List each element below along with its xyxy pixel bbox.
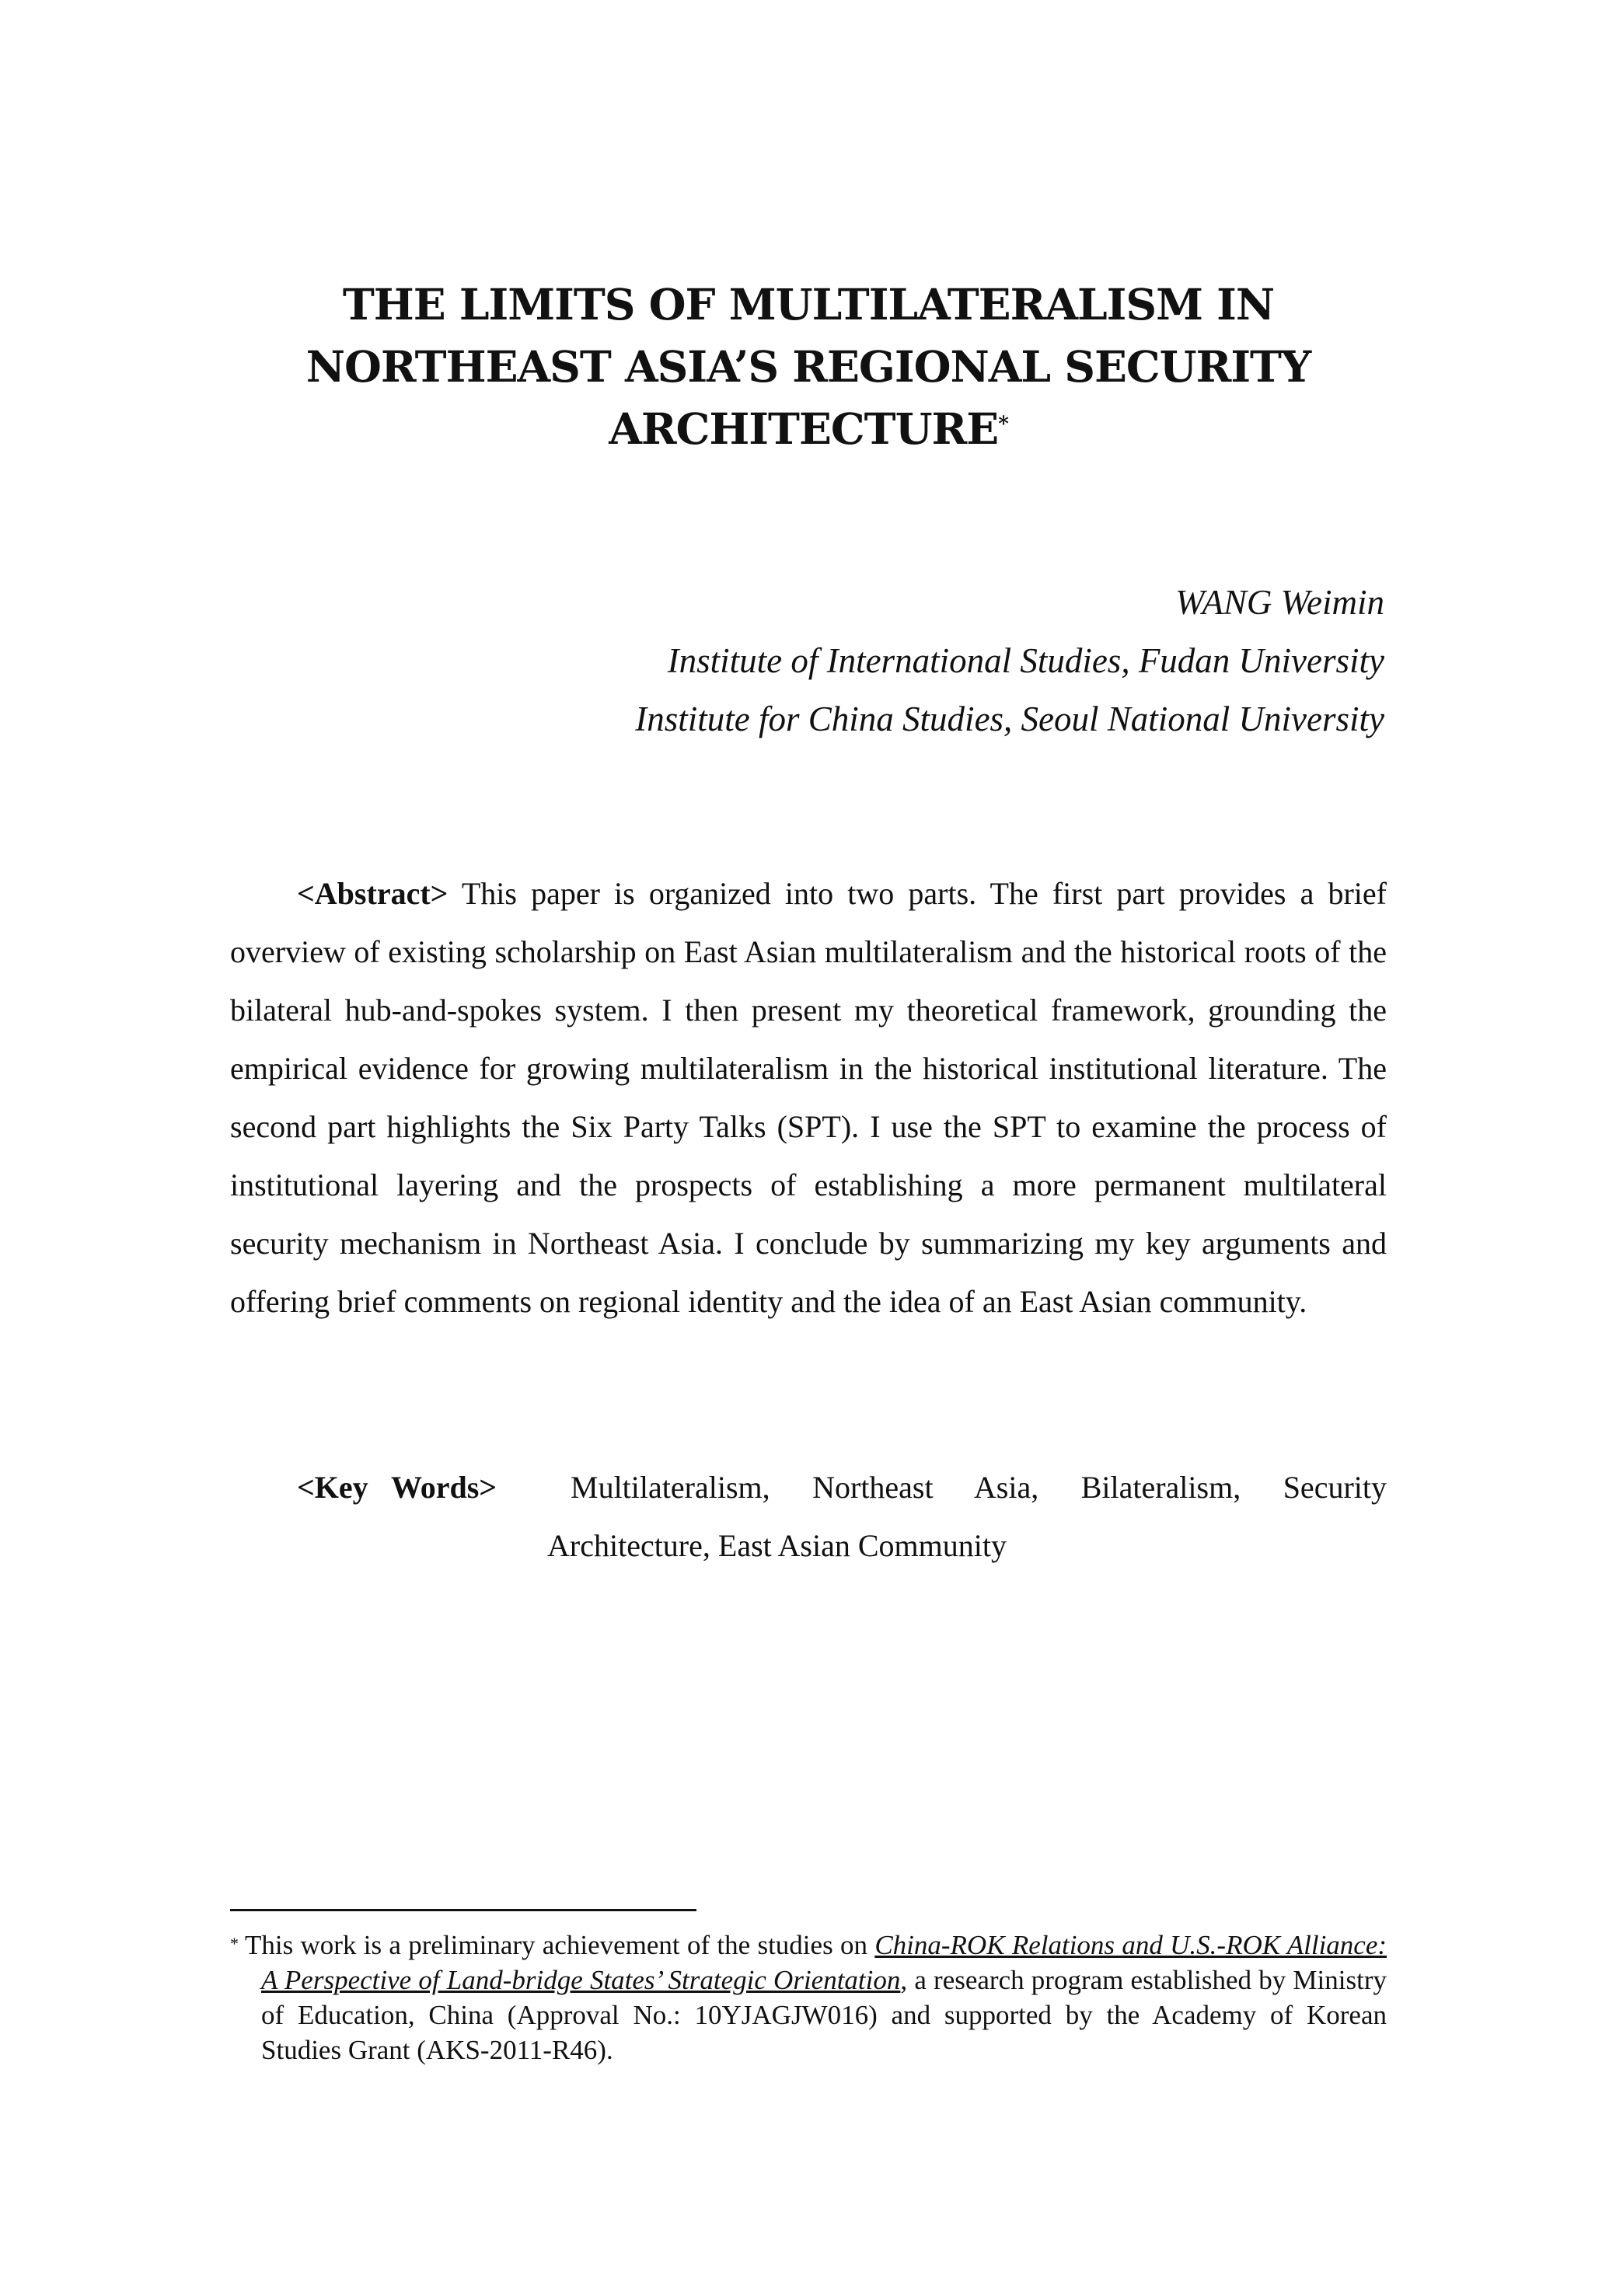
author-block <box>635 574 1384 748</box>
keywords-label: <Key Words> <box>297 1470 497 1505</box>
title-line-2: NORTHEAST ASIA’S REGIONAL SECURITY <box>305 341 1311 392</box>
footnote-divider <box>230 1909 696 1911</box>
author-affiliation-1: Institute of International Studies, Fudan University <box>667 641 1384 680</box>
footnote <box>230 1928 1387 2067</box>
keywords-block <box>297 1458 1387 1575</box>
footnote-marker: * <box>230 1934 239 1953</box>
abstract-paragraph <box>230 864 1387 1331</box>
footnote-body <box>230 1928 1387 2067</box>
paper-title <box>230 274 1387 460</box>
footnote-text-after: , a research program established by Ministry of Education, China (Approval No.: 10YJAGJW016) and supported by the Academy of Korean Studies Grant (AKS-2011-R46). <box>261 1965 1387 2065</box>
title-line-1: THE LIMITS OF MULTILATERALISM IN <box>342 279 1275 330</box>
title-line-3-text: ARCHITECTURE <box>609 403 999 454</box>
author-affiliation-2: Institute for China Studies, Seoul National University <box>635 700 1384 738</box>
keywords-line-1: Multilateralism, Northeast Asia, Bilateralism, Security <box>571 1470 1387 1505</box>
footnote-text-before: This work is a preliminary achievement of the studies on <box>245 1930 867 1960</box>
title-line-3 <box>230 398 1387 460</box>
title-footnote-marker: * <box>998 413 1008 436</box>
keywords-line-2: Architecture, East Asian Community <box>547 1528 1007 1563</box>
abstract-text: This paper is organized into two parts. The first part provides a brief overview of existing scholarship on East Asian multilateralism and the historical roots of the bilateral hub-and-spokes system. I then present my theoretical framework, grounding the empirical evidence for growing multilateralism in the historical institutional literature. The second part highlights the Six Party Talks (SPT). I use the SPT to examine the process of institutional layering and the prospects of establishing a more permanent multilateral security mechanism in Northeast Asia. I conclude by summarizing my key arguments and offering brief comments on regional identity and the idea of an East Asian community. <box>230 876 1387 1319</box>
author-name: WANG Weimin <box>1175 583 1384 622</box>
abstract-label: <Abstract> <box>297 876 449 911</box>
footnote-project-title: China-ROK Relations and U.S.-ROK Alliance: A Perspective of Land-bridge States’ Strategic Orientation <box>261 1930 1387 1995</box>
